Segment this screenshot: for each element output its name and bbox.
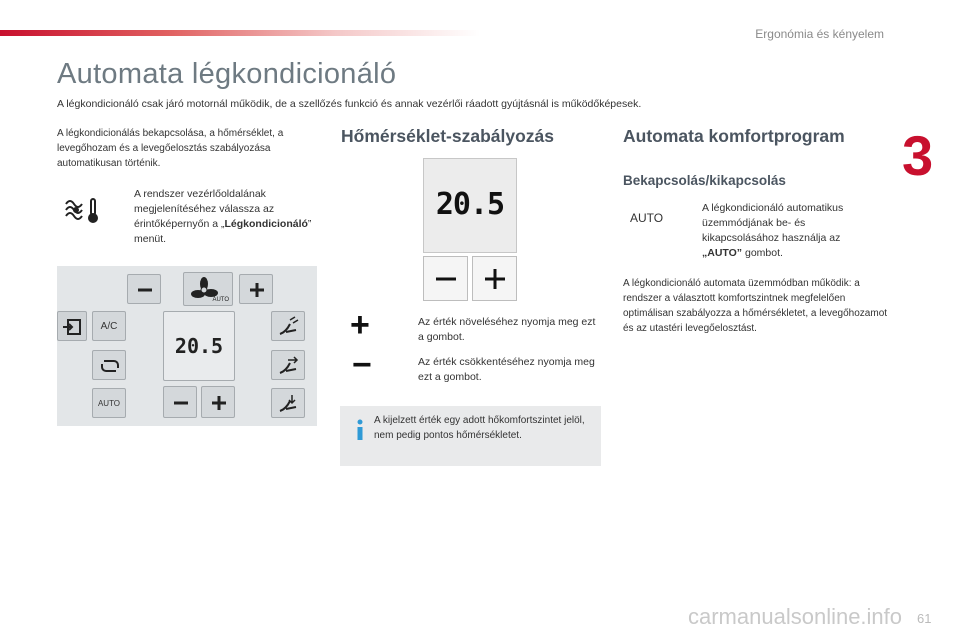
chapter-number: 3 (902, 124, 934, 187)
left-bullet-text-pre: A rendszer vezérlőoldalának megjelenítéséhez válassza az érintőképernyőn a „ (134, 188, 275, 230)
left-bullet-text-post: ” menüt. (134, 218, 312, 245)
auto-button-label: AUTO (630, 211, 664, 225)
fan-auto-button[interactable] (183, 272, 233, 306)
fan-decrease-button[interactable] (127, 274, 161, 304)
climate-control-panel (57, 266, 317, 426)
info-text: A kijelzett érték egy adott hőkomfortszintet jelöl, nem pedig pontos hőmérsékletet. (374, 415, 585, 441)
left-bullet-text-bold: Légkondicionáló (224, 218, 308, 230)
airflow-feet-button[interactable] (271, 388, 305, 418)
comfort-bullet-text-bold: „AUTO” (702, 247, 743, 259)
increase-bullet (398, 315, 598, 345)
panel-auto-label: AUTO (97, 399, 121, 408)
plus-symbol: + (350, 306, 370, 344)
decrease-bullet (398, 355, 603, 385)
airflow-windscreen-button[interactable] (271, 311, 305, 341)
header-accent-bar (0, 30, 480, 36)
page-title: Automata légkondicionáló (57, 58, 397, 90)
panel-display-value: 20.5 (174, 334, 224, 358)
left-description: A légkondicionálás bekapcsolása, a hőmérséklet, a levegőhozam és a levegőelosztás szabályozása automatikusan történik. (57, 128, 284, 169)
airflow-upper-icon (272, 312, 306, 342)
comfort-description: A légkondicionáló automata üzemmódban működik: a rendszer a választott komfortszintnek megfelelően optimálisan szabályozza a hőmérsékletet, a levegőhozamot és az utastéri levegőelosztást. (623, 278, 888, 334)
ac-label: A/C (100, 321, 118, 332)
airflow-face-icon (272, 351, 306, 381)
intro-text: A légkondicionáló csak járó motornál működik, de a szellőzés funkció és annak vezérlői ráadott gyújtásnál is működőképesek. (57, 98, 642, 110)
recirculation-button[interactable] (57, 311, 87, 341)
page-number: 61 (917, 611, 932, 626)
watermark: carmanualsonline.info (688, 604, 903, 629)
airflow-face-button[interactable] (271, 350, 305, 380)
minus-symbol: − (352, 346, 372, 384)
decrease-text: Az érték csökkentéséhez nyomja meg ezt a gombot. (418, 356, 595, 383)
fan-auto-label: AUTO (212, 297, 229, 303)
temperature-increase-button[interactable] (472, 256, 517, 301)
section-name: Ergonómia és kényelem (755, 27, 884, 41)
left-bullet (114, 187, 314, 247)
ac-button[interactable] (92, 311, 126, 341)
temperature-decrease-button[interactable] (423, 256, 468, 301)
airflow-feet-icon (272, 389, 306, 419)
comfort-bullet-text-post: gombot. (742, 247, 783, 259)
recirculation-loop-button[interactable] (92, 350, 126, 380)
fan-increase-button[interactable] (239, 274, 273, 304)
info-icon (350, 418, 370, 442)
increase-text: Az érték növeléséhez nyomja meg ezt a gombot. (418, 316, 596, 343)
air-intake-icon (58, 312, 88, 342)
temperature-display (423, 158, 517, 253)
panel-temp-decrease-button[interactable] (163, 386, 197, 418)
temperature-heading: Hőmérséklet-szabályozás (341, 126, 555, 146)
comfort-bullet (682, 201, 882, 261)
panel-temp-increase-button[interactable] (201, 386, 235, 418)
panel-temperature-display (163, 311, 235, 381)
panel-auto-button[interactable] (92, 388, 126, 418)
temperature-display-value: 20.5 (435, 187, 505, 222)
comfort-heading: Automata komfortprogram (623, 126, 845, 146)
comfort-bullet-text-pre: A légkondicionáló automatikus üzemmódjának be- és kikapcsolásához használja az (702, 202, 844, 244)
comfort-subheading: Bekapcsolás/kikapcsolás (623, 173, 786, 188)
recirculation-icon (93, 351, 127, 381)
info-box (340, 406, 601, 466)
climate-fan-thermometer-icon (64, 196, 100, 224)
